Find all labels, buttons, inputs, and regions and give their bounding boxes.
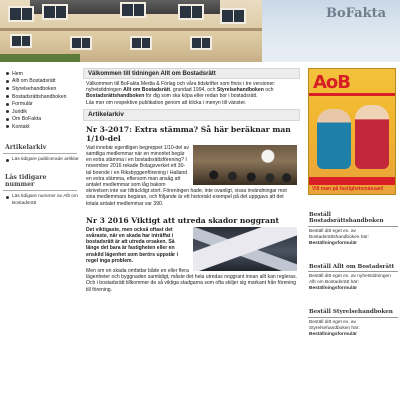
sidebar-heading-tidigare-nummer: Läs tidigare nummer — [3, 172, 77, 191]
article-body-2: Men om en skada omfattar både en eller flera lägenheter och byggnaden samtidigt, måste det hela utredas noggrant innan allt kan regleras. Och i bostadsrätt tillkommer de så viktiga stadgarna som ofta skiljer sig markant från förening till förening. — [86, 268, 297, 293]
article-1 — [83, 145, 300, 207]
order-form-link[interactable]: Beställningsformulär — [309, 240, 357, 246]
bullet-icon — [6, 103, 9, 106]
bullet-icon — [6, 118, 9, 121]
magazine-cover[interactable] — [308, 68, 396, 195]
bullet-icon — [6, 196, 9, 199]
bullet-icon — [6, 80, 9, 83]
right-sidebar — [306, 68, 400, 338]
cover-figure — [317, 109, 351, 169]
article-title-2[interactable]: Nr 3 2016 Viktigt att utreda skador noggrant — [86, 215, 279, 225]
bullet-icon — [6, 87, 9, 90]
sidebar-link-tidigare-nummer[interactable]: Läs tidigare nummer av Allt om Bostadsrätt — [6, 194, 80, 207]
welcome-paragraph-2: Läs mer om respektive publikation genom att klicka i menyn till vänster. — [86, 99, 247, 106]
nav-item-allt-om-bostadsratt[interactable]: Allt om Bostadsrätt — [6, 78, 80, 86]
bullet-icon — [6, 110, 9, 113]
order-block-allt-om-bostadsratt: Beställ Allt om Bostadsrätt Beställ ditt eget ex. av nyhetstidningen Allt om Bostadsrätt här: Beställningsformulär — [308, 263, 398, 293]
cover-figure — [355, 105, 389, 169]
order-form-link[interactable]: Beställningsformulär — [309, 286, 357, 291]
nav-item-kontakt[interactable]: Kontakt — [6, 123, 80, 131]
nav-item-bostadsrattshandboken[interactable]: Bostadsrättshandboken — [6, 93, 80, 101]
bullet-icon — [6, 72, 9, 75]
nav-item-hem[interactable]: Hem — [6, 70, 80, 78]
magazine-caption: Vill man på fastighetsmässan! — [312, 186, 384, 192]
welcome-heading: Välkommen till tidningen Allt om Bostadsrätt — [83, 68, 300, 79]
magazine-logo: AoB — [313, 72, 351, 93]
order-block-styrelsehandboken: Beställ Styrelsehandboken Beställ ditt eget ex. av Styrelsehandboken här: Beställningsformulär — [308, 308, 398, 338]
welcome-paragraph: Välkommen till BoFakta Media & Förlag och våra tidskrifter som finns i tre versioner: nyhetstidningen Allt om Bostadsrätt, grundad 1994, och Styrelsehandboken och Bostadsrättshandboken för dig som ska köpa eller redan bor i bostadsrätt. — [86, 81, 276, 100]
bullet-icon — [6, 125, 9, 128]
order-block-bostadsrattshandboken: Beställ Bostadsrättshandboken Beställ ditt eget ex. av Bostadsrättshandboken här: Beställningsformulär — [308, 211, 398, 247]
nav-item-styrelsehandboken[interactable]: Styrelsehandboken — [6, 85, 80, 93]
section-heading-artikelarkiv: Artikelarkiv — [83, 109, 300, 121]
order-form-link[interactable]: Beställningsformulär — [309, 331, 357, 337]
site-header — [0, 0, 400, 62]
header-building-image — [0, 0, 262, 62]
sidebar-link-artikelarkiv[interactable]: Läs tidigare publicerade artiklar — [6, 157, 80, 163]
nav-item-juridik[interactable]: Juridik — [6, 108, 80, 116]
article-image-document — [193, 227, 297, 271]
main-content — [83, 68, 300, 293]
article-title-1[interactable]: Nr 3-2017: Extra stämma? Så här beräknar man 1/10-del — [86, 124, 291, 143]
main-nav — [0, 68, 80, 131]
sidebar-heading-artikelarkiv: Artikelarkiv — [3, 142, 77, 154]
article-body-1: Vad innebär egentligen begreppet 1/10-del av samtliga medlemmar när en minoritet begär en extra stämma i en bostadsrättsförening? I november 2016 rekade Bolagsverket ett 30-tal boende i en Riksbyggenförening i Halland en extra stämma, eftersom man ansåg att antalet medlemmar som låg bakom skrivelsen inte var tillräckligt stort. Föreningen hade, inte ovanligt, vissa invändningar mot sina medlemmars begäran, och följande är ett historiskt exempel på det uppgavs att det totala antalet medlemmar var 390. — [86, 144, 287, 207]
article-2 — [83, 227, 300, 293]
nav-item-formular[interactable]: Formulär — [6, 100, 80, 108]
nav-item-om-bofakta[interactable]: Om BoFakta — [6, 116, 80, 124]
article-lead-2: Det viktigaste, men också oftast det svåraste, när en skada har inträffat i bostadsrätt är att utreda orsaken. Så länge det bara är fastigheten eller en enskild lägenhet som berörs uppstår i regel inga problem. — [86, 226, 178, 264]
bullet-icon — [6, 159, 9, 162]
site-logo-text[interactable]: BoFakta — [326, 6, 387, 21]
article-image-meeting — [193, 145, 297, 185]
bullet-icon — [6, 95, 9, 98]
left-sidebar — [0, 68, 80, 207]
